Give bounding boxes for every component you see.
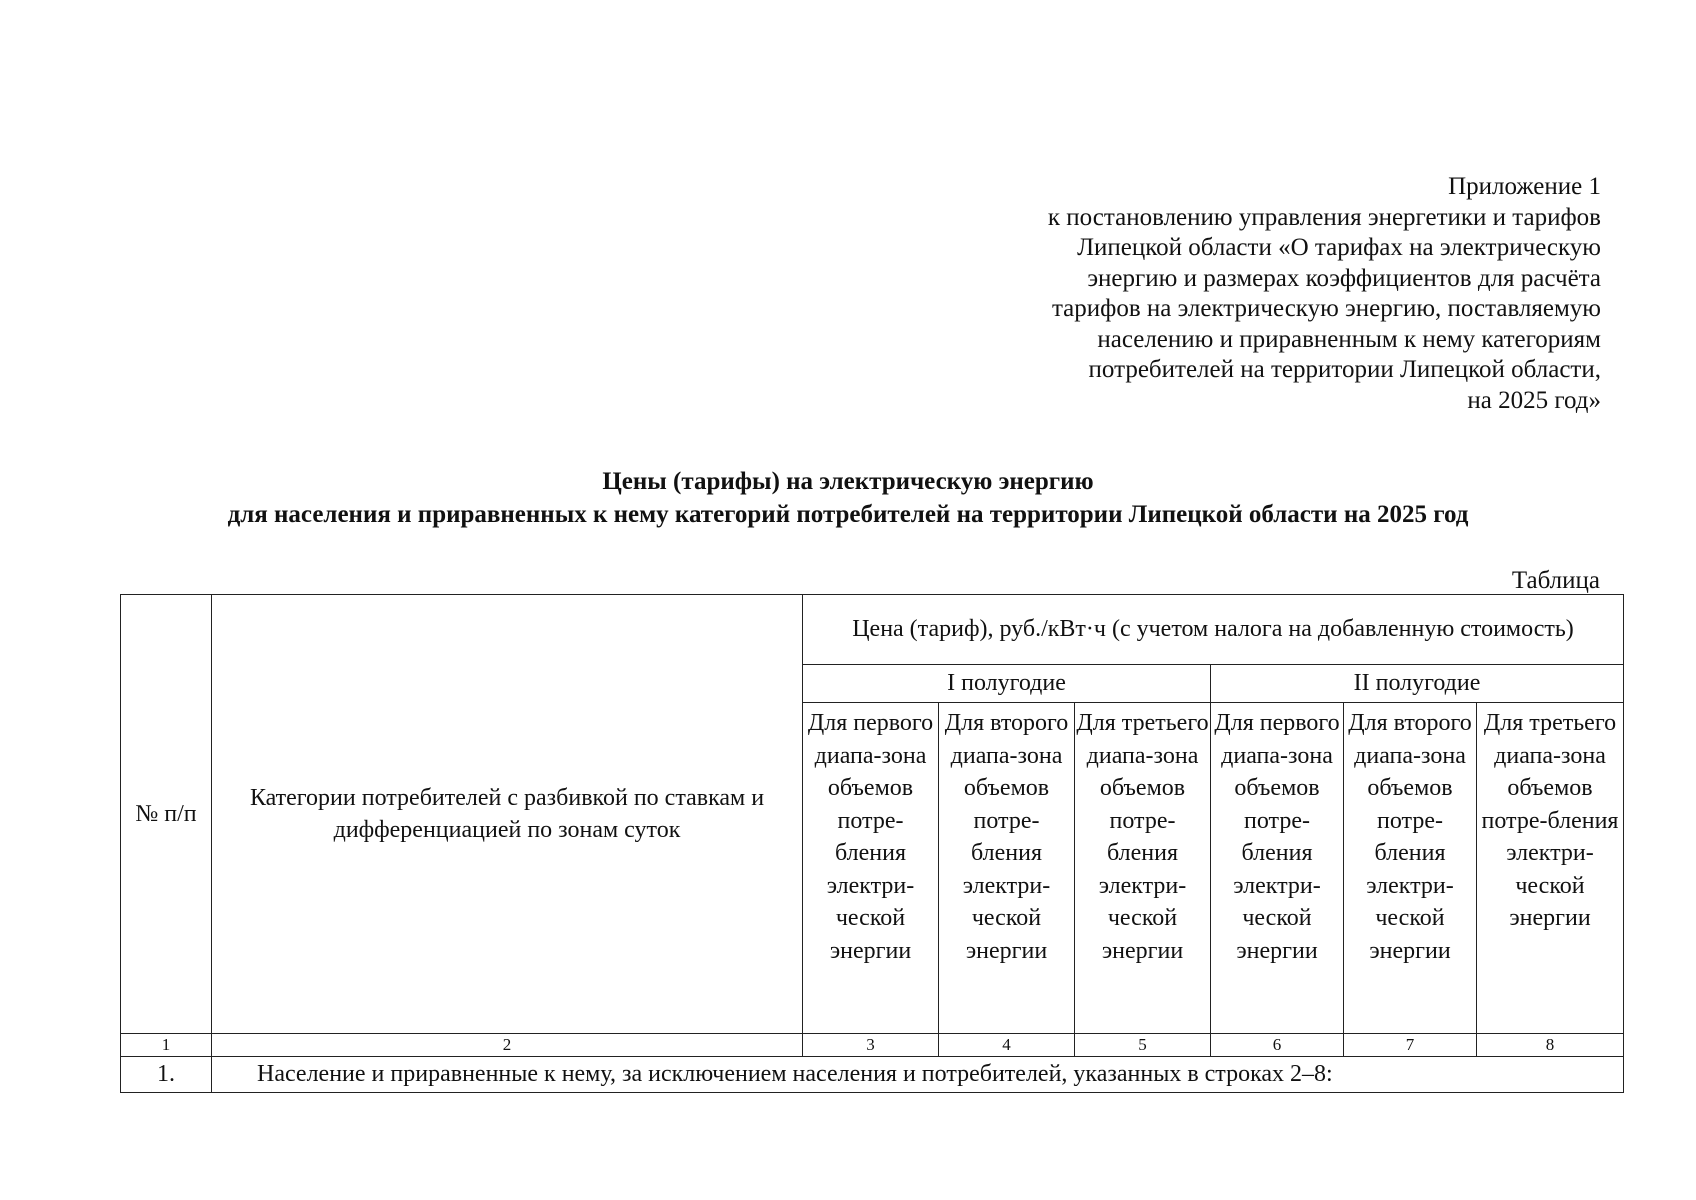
row-number: 1.: [121, 1057, 212, 1093]
appendix-line: энергию и размерах коэффициентов для расчёта: [1087, 264, 1601, 292]
subheader-range: Для первого диапа-зона объемов потре-бления электри-ческой энергии: [803, 703, 939, 1034]
column-number: 1: [121, 1034, 212, 1057]
appendix-line: тарифов на электрическую энергию, поставляемую: [1051, 295, 1601, 322]
appendix-line: потребителей на территории Липецкой области,: [1088, 356, 1601, 383]
header-half-1: I полугодие: [803, 665, 1211, 703]
appendix-block: [881, 172, 1601, 416]
subheader-range: Для третьего диапа-зона объемов потре-бления электри-ческой энергии: [1477, 703, 1624, 1034]
appendix-line: населению и приравненным к нему категориям: [1097, 325, 1601, 353]
row-category-text: Население и приравненные к нему, за исключением населения и потребителей, указанных в строках 2–8:: [212, 1057, 1624, 1093]
document-title: [120, 465, 1576, 531]
tariff-table: [120, 594, 1624, 1093]
appendix-line: Приложение 1: [1448, 173, 1601, 200]
table-row: [121, 1057, 1624, 1093]
title-line-1: Цены (тарифы) на электрическую энергию: [602, 468, 1094, 495]
column-number: 6: [1211, 1034, 1344, 1057]
header-price: Цена (тариф), руб./кВт·ч (с учетом налога на добавленную стоимость): [803, 595, 1624, 665]
header-number: № п/п: [121, 595, 212, 1034]
header-half-2: II полугодие: [1211, 665, 1624, 703]
column-number: 8: [1477, 1034, 1624, 1057]
subheader-range: Для второго диапа-зона объемов потре-бления электри-ческой энергии: [1344, 703, 1477, 1034]
column-number: 5: [1075, 1034, 1211, 1057]
header-category: Категории потребителей с разбивкой по ставкам и дифференциацией по зонам суток: [212, 595, 803, 1034]
subheader-range: Для первого диапа-зона объемов потре-бления электри-ческой энергии: [1211, 703, 1344, 1034]
subheader-range: Для третьего диапа-зона объемов потре-бления электри-ческой энергии: [1075, 703, 1211, 1034]
appendix-line: к постановлению управления энергетики и тарифов: [1047, 203, 1601, 231]
title-line-2: для населения и приравненных к нему категорий потребителей на территории Липецкой области на 2025 год: [227, 501, 1469, 528]
appendix-line: Липецкой области «О тарифах на электрическую: [1077, 234, 1601, 261]
column-number: 3: [803, 1034, 939, 1057]
appendix-line: на 2025 год»: [1467, 386, 1601, 414]
column-number: 4: [939, 1034, 1075, 1057]
subheader-range: Для второго диапа-зона объемов потре-бления электри-ческой энергии: [939, 703, 1075, 1034]
column-number: 7: [1344, 1034, 1477, 1057]
column-number: 2: [212, 1034, 803, 1057]
table-label: Таблица: [1511, 567, 1600, 594]
